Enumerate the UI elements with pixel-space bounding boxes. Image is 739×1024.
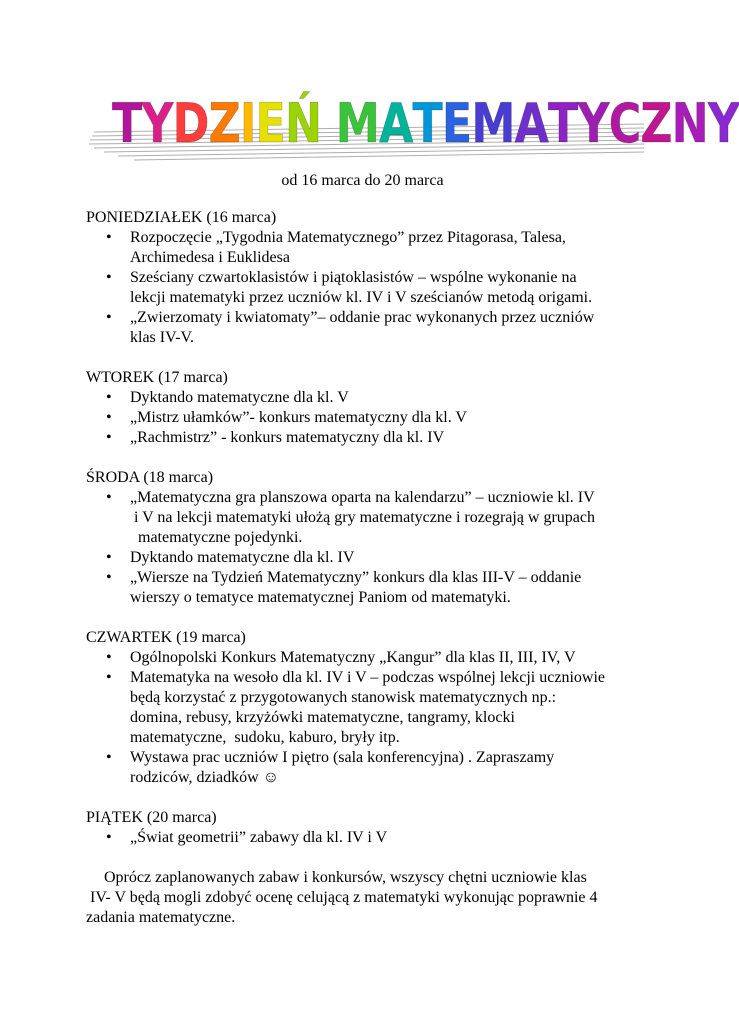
list-item-line: domina, rebusy, krzyżówki matematyczne, tangramy, klocki xyxy=(130,709,515,726)
closing-line: Oprócz zaplanowanych zabaw i konkursów, wszyscy chętni uczniowie klas xyxy=(104,869,587,886)
title-letter: E xyxy=(441,92,472,155)
list-item-line: klas IV-V. xyxy=(130,329,195,346)
title-letter: N xyxy=(671,92,708,155)
title-letter: M xyxy=(471,92,515,155)
day-section xyxy=(86,468,646,608)
list-item xyxy=(86,568,646,608)
list-item-line: „Wiersze na Tydzień Matematyczny” konkurs dla klas III-V – oddanie xyxy=(130,569,582,586)
bullet-icon: • xyxy=(106,309,112,326)
list-item-line: rodziców, dziadków ☺ xyxy=(130,769,280,786)
event-list xyxy=(86,488,646,608)
closing-line: IV- V będą mogli zdobyć ocenę celującą z matematyki wykonując poprawnie 4 xyxy=(86,889,598,906)
list-item-line: „Matematyczna gra planszowa oparta na kalendarzu” – uczniowie kl. IV xyxy=(130,489,595,506)
list-item xyxy=(86,268,646,308)
day-heading: PIĄTEK (20 marca) xyxy=(86,809,217,826)
title-letter: Y xyxy=(577,92,609,155)
list-item-line: będą korzystać z przygotowanych stanowisk matematycznych np.: xyxy=(130,689,557,706)
list-item-line: „Rachmistrz” - konkurs matematyczny dla kl. IV xyxy=(130,429,445,446)
list-item-line: matematyczne pojedynki. xyxy=(130,529,303,546)
title-letter: Y xyxy=(707,92,739,155)
bullet-icon: • xyxy=(106,489,112,506)
title-letter: T xyxy=(112,92,142,155)
title-letter: D xyxy=(172,92,209,155)
title-letter: A xyxy=(379,92,413,155)
list-item-line: matematyczne, sudoku, kaburo, bryły itp. xyxy=(130,729,400,746)
day-section xyxy=(86,368,646,448)
list-item-line: „Mistrz ułamków”- konkurs matematyczny dla kl. V xyxy=(130,409,467,426)
page-title xyxy=(112,92,739,156)
list-item xyxy=(86,408,646,428)
list-item xyxy=(86,228,646,268)
bullet-icon: • xyxy=(106,569,112,586)
title-letter: Y xyxy=(141,92,173,155)
list-item xyxy=(86,488,646,548)
bullet-icon: • xyxy=(106,409,112,426)
title-letter: E xyxy=(255,92,285,155)
title-letter: I xyxy=(239,92,256,155)
day-section xyxy=(86,628,646,788)
list-item xyxy=(86,668,646,748)
title-letter: Z xyxy=(640,92,672,155)
bullet-icon: • xyxy=(106,429,112,446)
day-heading: ŚRODA (18 marca) xyxy=(86,469,214,486)
list-item-line: „Świat geometrii” zabawy dla kl. IV i V xyxy=(130,829,388,846)
title-letter: Ń xyxy=(284,92,322,155)
bullet-icon: • xyxy=(106,649,112,666)
wordart-title xyxy=(84,88,739,163)
title-letter xyxy=(321,92,336,156)
event-list xyxy=(86,228,646,348)
title-letter: M xyxy=(335,92,380,155)
bullet-icon: • xyxy=(106,749,112,766)
list-item xyxy=(86,648,646,668)
bullet-icon: • xyxy=(106,229,112,246)
list-item-line: Sześciany czwartoklasistów i piątoklasistów – wspólne wykonanie na xyxy=(130,269,577,286)
list-item xyxy=(86,748,646,788)
list-item-line: Matematyka na wesoło dla kl. IV i V – podczas wspólnej lekcji uczniowie xyxy=(130,669,605,686)
bullet-icon: • xyxy=(106,389,112,406)
list-item xyxy=(86,388,646,408)
date-range: od 16 marca do 20 marca xyxy=(281,172,444,189)
event-list xyxy=(86,828,646,848)
day-heading: PONIEDZIAŁEK (16 marca) xyxy=(86,209,277,226)
bullet-icon: • xyxy=(106,549,112,566)
title-letter: A xyxy=(514,92,549,155)
bullet-icon: • xyxy=(106,669,112,686)
title-letter: T xyxy=(412,92,442,155)
list-item-line: i V na lekcji matematyki ułożą gry matematyczne i rozegrają w grupach xyxy=(130,509,595,526)
list-item-line: Dyktando matematyczne dla kl. V xyxy=(130,389,349,406)
list-item-line: Archimedesa i Euklidesa xyxy=(130,249,290,266)
title-letter: Z xyxy=(208,92,240,155)
list-item xyxy=(86,428,646,448)
list-item xyxy=(86,308,646,348)
list-item xyxy=(86,828,646,848)
list-item-line: Ogólnopolski Konkurs Matematyczny „Kangur” dla klas II, III, IV, V xyxy=(130,649,576,666)
closing-line: zadania matematyczne. xyxy=(86,909,236,926)
title-letter: T xyxy=(548,92,578,155)
closing-paragraph xyxy=(86,868,646,928)
day-heading: CZWARTEK (19 marca) xyxy=(86,629,246,646)
list-item-line: lekcji matematyki przez uczniów kl. IV i V sześcianów metodą origami. xyxy=(130,289,593,306)
list-item-line: Wystawa prac uczniów I piętro (sala konferencyjna) . Zapraszamy xyxy=(130,749,555,766)
list-item-line: wierszy o tematyce matematycznej Paniom od matematyki. xyxy=(130,589,511,606)
event-list xyxy=(86,388,646,448)
title-letter: C xyxy=(608,92,641,155)
bullet-icon: • xyxy=(106,269,112,286)
list-item-line: „Zwierzomaty i kwiatomaty”– oddanie prac wykonanych przez uczniów xyxy=(130,309,595,326)
list-item-line: Dyktando matematyczne dla kl. IV xyxy=(130,549,355,566)
day-section xyxy=(86,208,646,348)
list-item-line: Rozpoczęcie „Tygodnia Matematycznego” przez Pitagorasa, Talesa, xyxy=(130,229,566,246)
day-section xyxy=(86,808,646,848)
list-item xyxy=(86,548,646,568)
event-list xyxy=(86,648,646,788)
bullet-icon: • xyxy=(106,829,112,846)
schedule-content xyxy=(86,208,646,928)
day-heading: WTOREK (17 marca) xyxy=(86,369,228,386)
